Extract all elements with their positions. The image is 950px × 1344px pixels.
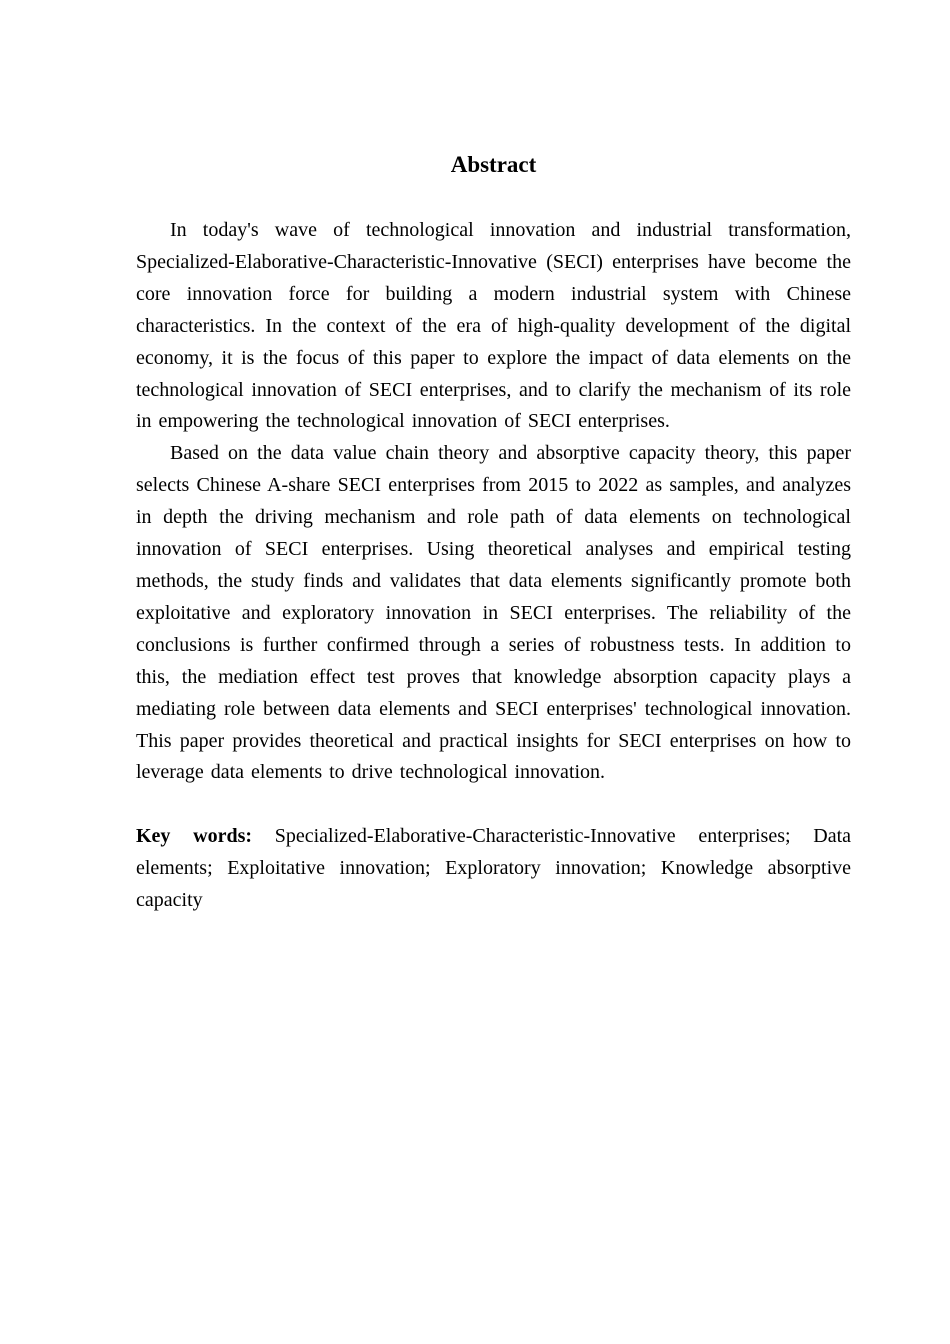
abstract-section [136, 148, 851, 917]
keywords-block [136, 821, 851, 917]
abstract-title: Abstract [450, 152, 537, 177]
keywords-text: Specialized-Elaborative-Characteristic-Innovative enterprises; Data elements; Exploitative innovation; Exploratory innovation; Knowledge absorptive capacity [136, 825, 851, 912]
keywords-label: Key words: [136, 825, 253, 848]
abstract-paragraph-2: Based on the data value chain theory and absorptive capacity theory, this paper selects Chinese A-share SECI enterprises from 2015 to 2022 as samples, and analyzes in depth the driving mechanism and role path of data elements on technological innovation of SECI enterprises. Using theoretical analyses and empirical testing methods, the study finds and validates that data elements significantly promote both exploitative and exploratory innovation in SECI enterprises. The reliability of the conclusions is further confirmed through a series of robustness tests. In addition to this, the mediation effect test proves that knowledge absorption capacity plays a mediating role between data elements and SECI enterprises' technological innovation. This paper provides theoretical and practical insights for SECI enterprises on how to leverage data elements to drive technological innovation. [136, 442, 851, 784]
abstract-paragraph-1: In today's wave of technological innovation and industrial transformation, Specialized-Elaborative-Characteristic-Innovative (SECI) enterprises have become the core innovation force for building a modern industrial system with Chinese characteristics. In the context of the era of high-quality development of the digital economy, it is the focus of this paper to explore the impact of data elements on the technological innovation of SECI enterprises, and to clarify the mechanism of its role in empowering the technological innovation of SECI enterprises. [136, 219, 851, 433]
